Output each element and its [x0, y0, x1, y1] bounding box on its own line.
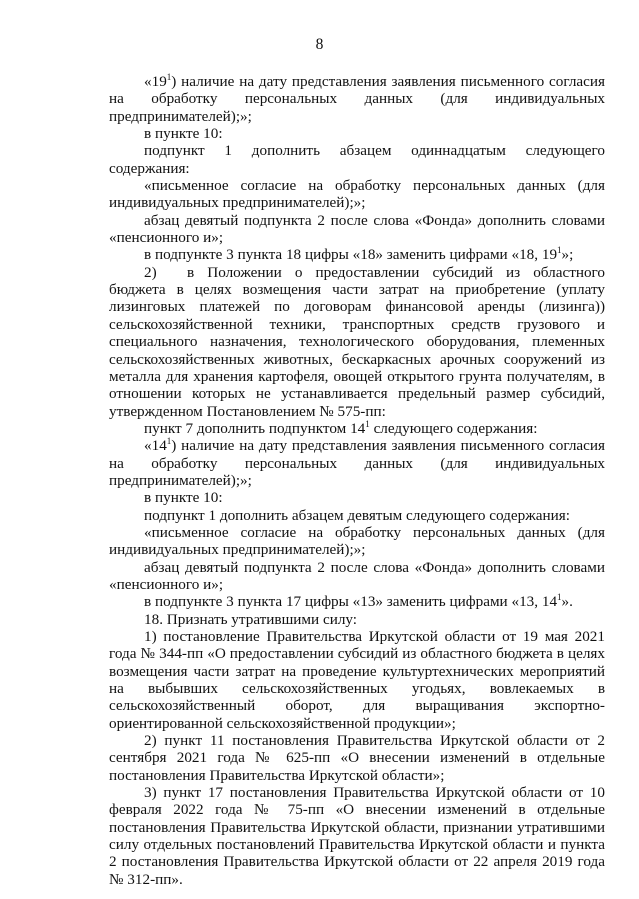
paragraph-16 [109, 628, 605, 732]
paragraph-15 [109, 611, 605, 628]
superscript-index: 1 [365, 418, 370, 429]
superscript-index: 1 [166, 72, 172, 82]
paragraph-text: следующего содержания: [369, 419, 538, 437]
page-number: 8 [315, 36, 324, 53]
paragraph-text: ». [561, 593, 573, 611]
paragraph-text: 1) постановление Правительства Иркутской области от 19 мая 2021 года № 344-пп «О предоставлении субсидий из областного бюджета в целях возмещения части затрат на проведение культуртехнических мероприятий на выбывших сельскохозяйственных угодьях, вовлекаемых в сельскохозяйственный оборот, для выращивания экспортно-ориентированной сельскохозяйственной продукции»; [109, 628, 605, 732]
paragraph-text: абзац девятый подпункта 2 после слова «Фонда» дополнить словами «пенсионного и»; [109, 558, 605, 593]
document-body [109, 73, 605, 888]
paragraph-14 [109, 593, 605, 610]
paragraph-12 [109, 524, 605, 559]
paragraph-1 [109, 73, 605, 125]
paragraph-text: пункт 7 дополнить подпунктом 14 [144, 419, 366, 437]
paragraph-text: подпункт 1 дополнить абзацем девятым следующего содержания: [144, 506, 570, 524]
paragraph-text: «письменное согласие на обработку персональных данных (для индивидуальных предпринимателей);»; [109, 523, 605, 559]
paragraph-text: абзац девятый подпункта 2 после слова «Фонда» дополнить словами «пенсионного и»; [109, 211, 605, 247]
superscript-index: 1 [557, 245, 562, 256]
paragraph-text: »; [561, 246, 574, 264]
paragraph-text: в пункте 10: [144, 489, 223, 507]
paragraph-text: ) наличие на дату представления заявления письменного согласия на обработку персональных данных (для индивидуальных предпринимателей);»; [109, 437, 605, 489]
paragraph-4 [109, 177, 605, 212]
paragraph-text: в пункте 10: [144, 125, 223, 143]
superscript-index: 1 [166, 436, 172, 447]
paragraph-11 [109, 507, 605, 524]
paragraph-3 [109, 142, 605, 177]
paragraph-8 [109, 420, 605, 437]
paragraph-text: в подпункте 3 пункта 17 цифры «13» заменить цифрами «13, 14 [144, 593, 558, 611]
paragraph-text: подпункт 1 дополнить абзацем одиннадцатым следующего содержания: [109, 142, 605, 177]
paragraph-2 [109, 125, 605, 142]
paragraph-text: «19 [144, 73, 167, 90]
paragraph-text: 3) пункт 17 постановления Правительства Иркутской области от 10 февраля 2022 года № 75-пп «О внесении изменений в отдельные постановления Правительства Иркутской области, признании утратившими силу отдельных постановлений Правительства Иркутской области и пункта 2 постановления Правительства Иркутской области от 22 апреля 2019 года № 312-пп». [109, 784, 605, 888]
paragraph-5 [109, 212, 605, 247]
paragraph-6 [109, 246, 605, 263]
paragraph-text: «14 [144, 437, 167, 455]
paragraph-text: 18. Признать утратившими силу: [144, 610, 358, 628]
paragraph-9 [109, 437, 605, 489]
paragraph-10 [109, 489, 605, 506]
paragraph-text: 2) пункт 11 постановления Правительства Иркутской области от 2 сентября 2021 года № 625-пп «О внесении изменений в отдельные постановления Правительства Иркутской области»; [109, 732, 605, 784]
paragraph-18 [109, 784, 605, 888]
paragraph-7 [109, 264, 605, 420]
paragraph-text: ) наличие на дату представления заявления письменного согласия на обработку персональных данных (для индивидуальных предпринимателей);»; [109, 73, 605, 125]
paragraph-text: 2) в Положении о предоставлении субсидий из областного бюджета в целях возмещения части затрат на приобретение (уплату лизинговых платежей по договорам финансовой аренды (лизинга)) сельскохозяйственной техники, транспортных средств грузового и специального назначения, технологического оборудования, племенных сельскохозяйственных животных, бескаркасных арочных сооружений из металла для хранения картофеля, овощей открытого грунта получателям, в отношении которых не устанавливается предельный размер субсидий, утвержденном Постановлением № 575-пп: [109, 263, 605, 420]
paragraph-text: «письменное согласие на обработку персональных данных (для индивидуальных предпринимателей);»; [109, 177, 605, 212]
paragraph-text: в подпункте 3 пункта 18 цифры «18» заменить цифрами «18, 19 [144, 246, 558, 264]
paragraph-17 [109, 732, 605, 784]
superscript-index: 1 [557, 592, 562, 603]
paragraph-13 [109, 559, 605, 594]
